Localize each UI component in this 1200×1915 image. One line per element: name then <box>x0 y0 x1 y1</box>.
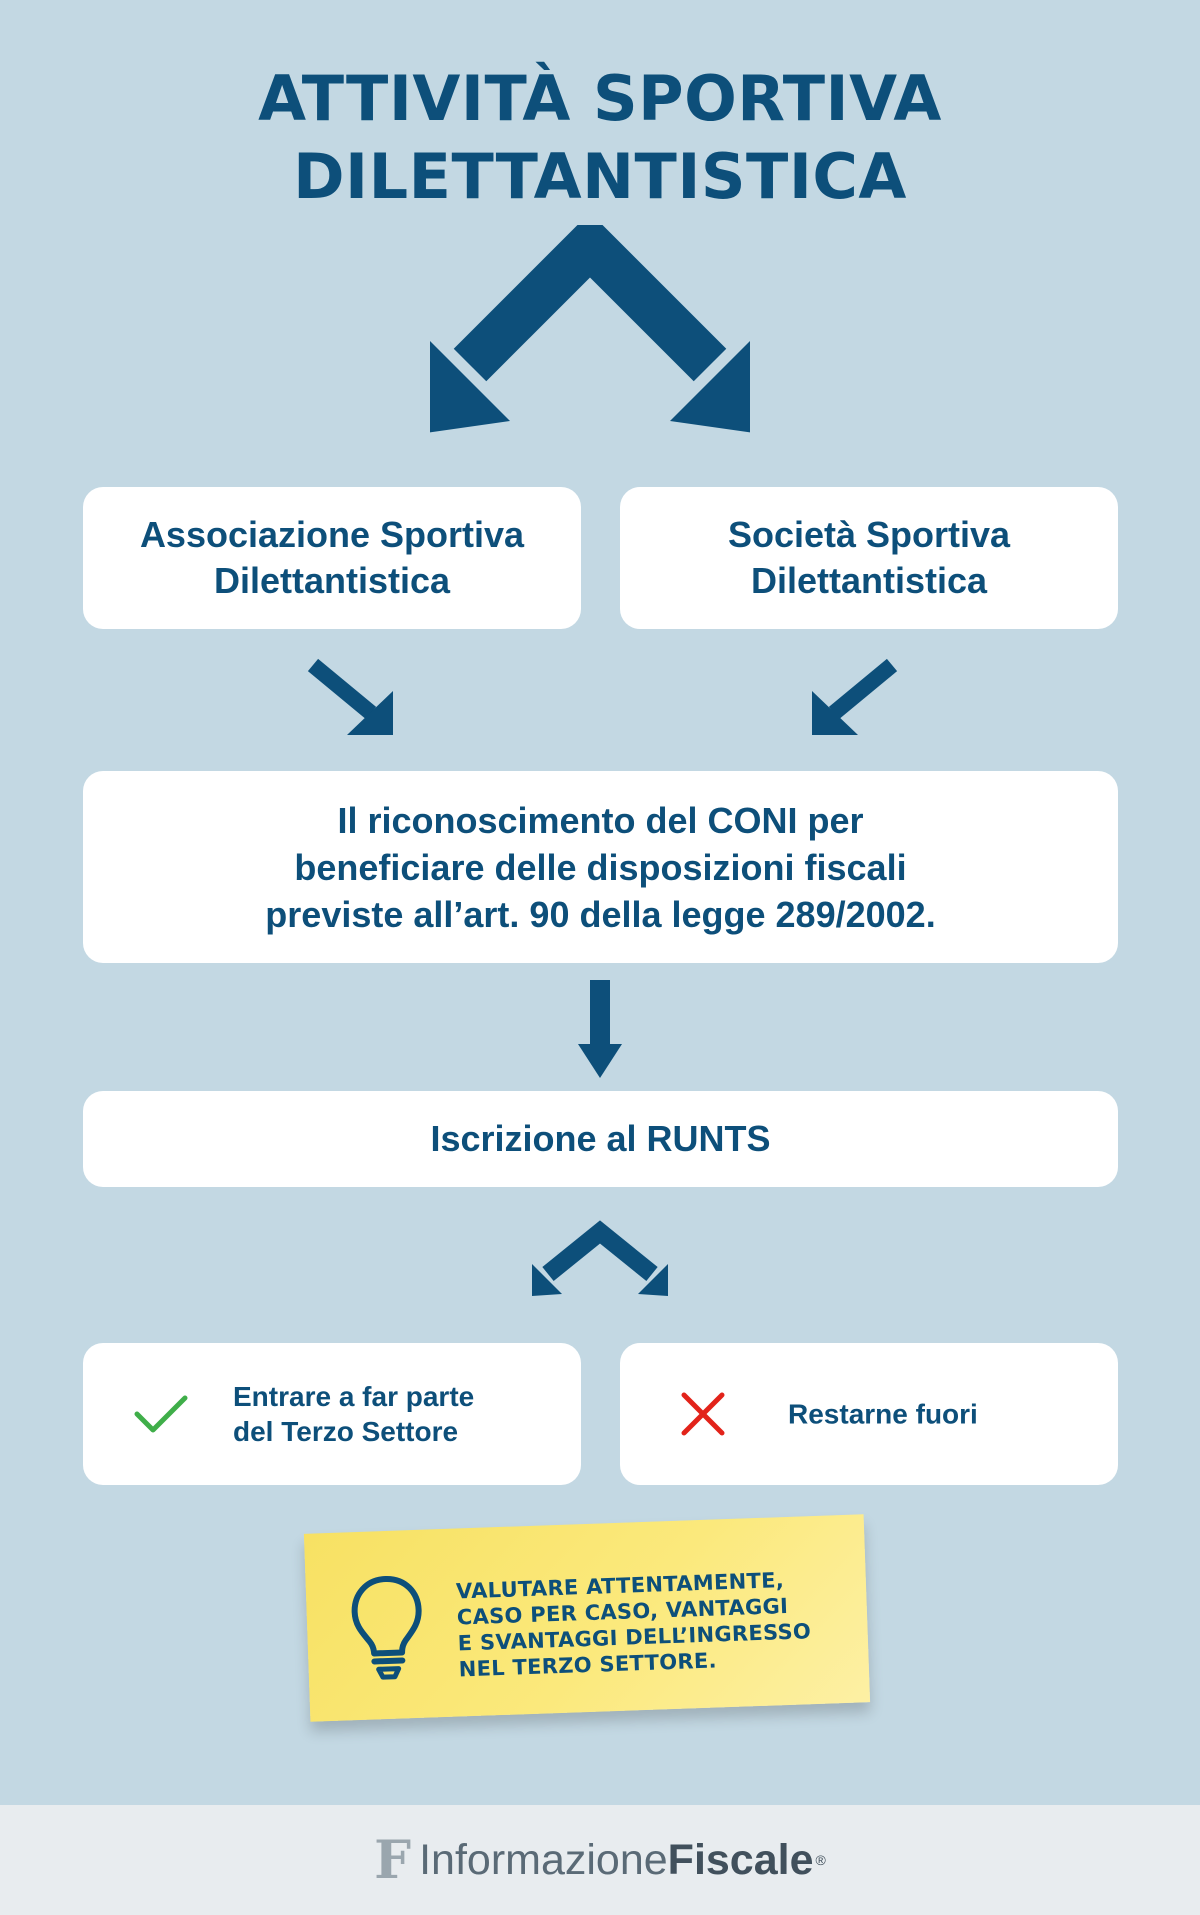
note-line-1: VALUTARE ATTENTAMENTE, <box>455 1568 785 1604</box>
split-arrow-large <box>430 225 750 440</box>
asd-box <box>83 487 581 629</box>
asd-line-1: Associazione Sportiva <box>139 514 525 555</box>
note-line-4: NEL TERZO SETTORE. <box>458 1648 718 1682</box>
sticky-note <box>304 1514 870 1721</box>
enter-line-1: Entrare a far parte <box>233 1381 475 1412</box>
ssd-line-1: Società Sportiva <box>727 514 1011 555</box>
arrow-down-right <box>305 655 400 740</box>
coni-line-2: beneficiare delle disposizioni fiscali <box>294 846 907 888</box>
check-icon <box>133 1392 189 1436</box>
coni-recognition-box <box>83 771 1118 963</box>
brand-logo <box>374 1830 826 1891</box>
enter-third-sector-box <box>83 1343 581 1485</box>
registered-mark: ® <box>815 1852 826 1868</box>
split-arrow-small <box>528 1218 672 1298</box>
coni-line-3: previste all’art. 90 della legge 289/2002. <box>265 893 936 935</box>
runts-label: Iscrizione al RUNTS <box>430 1118 771 1159</box>
note-line-3: E SVANTAGGI DELL’INGRESSO <box>457 1619 812 1656</box>
asd-line-2: Dilettantistica <box>213 560 451 601</box>
ssd-box <box>620 487 1118 629</box>
stay-out-box <box>620 1343 1118 1485</box>
title-line-1: ATTIVITÀ SPORTIVA <box>258 62 942 135</box>
brand-name-part-1: Informazione <box>419 1835 668 1884</box>
ssd-line-2: Dilettantistica <box>750 560 988 601</box>
runts-box <box>83 1091 1118 1187</box>
enter-line-2: del Terzo Settore <box>233 1416 459 1447</box>
title-line-2: DILETTANTISTICA <box>293 140 907 213</box>
arrow-down-left <box>805 655 900 740</box>
arrow-down <box>578 980 622 1080</box>
brand-name-part-2: Fiscale <box>667 1835 814 1884</box>
coni-line-1: Il riconoscimento del CONI per <box>337 799 864 841</box>
out-label: Restarne fuori <box>788 1398 978 1430</box>
cross-icon <box>680 1391 726 1437</box>
lightbulb-icon <box>345 1572 429 1685</box>
note-line-2: CASO PER CASO, VANTAGGI <box>456 1593 789 1630</box>
page-title <box>0 60 1200 216</box>
footer <box>0 1805 1200 1915</box>
logo-mark: F <box>374 1829 412 1891</box>
